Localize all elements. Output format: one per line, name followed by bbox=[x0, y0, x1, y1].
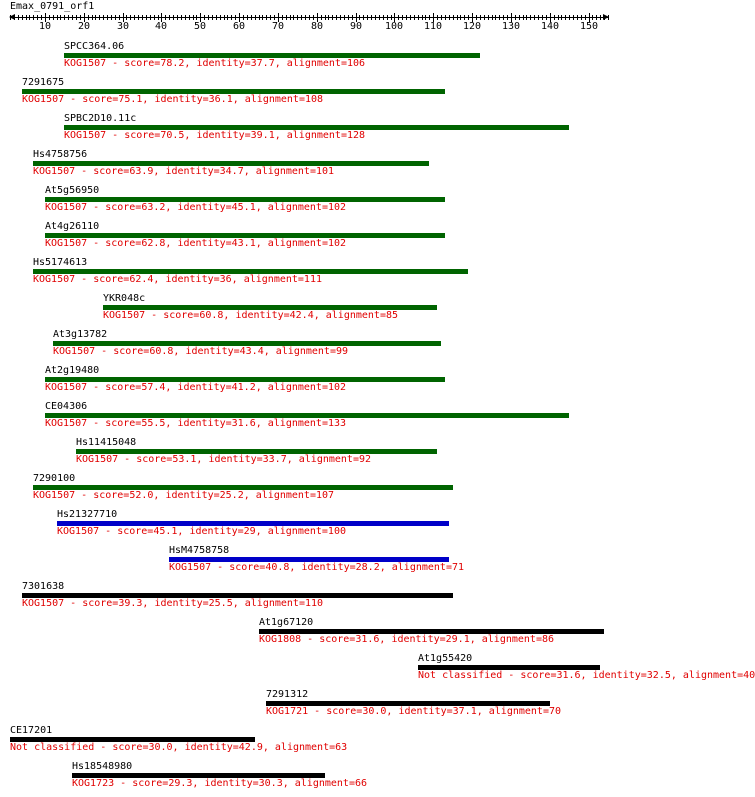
axis-minor-tick bbox=[600, 15, 601, 20]
axis-minor-tick bbox=[379, 15, 380, 20]
axis-minor-tick bbox=[414, 15, 415, 20]
axis-minor-tick bbox=[503, 15, 504, 20]
axis-minor-tick bbox=[22, 15, 23, 20]
axis-minor-tick bbox=[99, 15, 100, 20]
axis-minor-tick bbox=[266, 15, 267, 20]
axis-minor-tick bbox=[488, 15, 489, 20]
hit-name: At5g56950 bbox=[45, 185, 100, 196]
axis-tick-label: 150 bbox=[579, 21, 599, 32]
hit-description: KOG1507 - score=60.8, identity=42.4, alignment=85 bbox=[103, 310, 399, 321]
hit-name: SPBC2D10.11c bbox=[64, 113, 137, 124]
axis-minor-tick bbox=[464, 15, 465, 20]
axis-minor-tick bbox=[103, 15, 104, 20]
hit-name: Hs18548980 bbox=[72, 761, 133, 772]
axis-minor-tick bbox=[309, 15, 310, 20]
axis-minor-tick bbox=[301, 15, 302, 20]
hit-description: KOG1507 - score=63.2, identity=45.1, alignment=102 bbox=[45, 202, 347, 213]
axis-minor-tick bbox=[453, 15, 454, 20]
axis-minor-tick bbox=[293, 15, 294, 20]
axis-minor-tick bbox=[375, 15, 376, 20]
axis-minor-tick bbox=[76, 15, 77, 20]
axis-tick-label: 130 bbox=[501, 21, 521, 32]
axis-minor-tick bbox=[68, 15, 69, 20]
hit-description: KOG1507 - score=57.4, identity=41.2, alignment=102 bbox=[45, 382, 347, 393]
axis-minor-tick bbox=[538, 15, 539, 20]
axis-minor-tick bbox=[410, 15, 411, 20]
axis-minor-tick bbox=[95, 15, 96, 20]
axis-minor-tick bbox=[262, 15, 263, 20]
axis-tick-label: 110 bbox=[423, 21, 443, 32]
hit-description: KOG1507 - score=40.8, identity=28.2, alignment=71 bbox=[169, 562, 465, 573]
right-arrow-icon bbox=[603, 14, 609, 20]
axis-minor-tick bbox=[581, 15, 582, 20]
axis-minor-tick bbox=[437, 15, 438, 20]
axis-minor-tick bbox=[325, 15, 326, 20]
axis-minor-tick bbox=[150, 15, 151, 20]
hit-description: KOG1507 - score=45.1, identity=29, alignment=100 bbox=[57, 526, 346, 537]
axis-tick-label: 120 bbox=[462, 21, 482, 32]
hit-name: HsM4758758 bbox=[169, 545, 230, 556]
axis-minor-tick bbox=[558, 15, 559, 20]
axis-minor-tick bbox=[216, 15, 217, 20]
axis-minor-tick bbox=[126, 15, 127, 20]
axis-minor-tick bbox=[480, 15, 481, 20]
axis-minor-tick bbox=[507, 15, 508, 20]
hit-name: Hs11415048 bbox=[76, 437, 137, 448]
axis-minor-tick bbox=[169, 15, 170, 20]
axis-tick-label: 140 bbox=[540, 21, 560, 32]
axis-minor-tick bbox=[577, 15, 578, 20]
axis-minor-tick bbox=[561, 15, 562, 20]
axis-minor-tick bbox=[111, 15, 112, 20]
hit-description: KOG1723 - score=29.3, identity=30.3, alignment=66 bbox=[72, 778, 368, 789]
axis-minor-tick bbox=[29, 15, 30, 20]
axis-minor-tick bbox=[340, 15, 341, 20]
axis-minor-tick bbox=[530, 15, 531, 20]
axis-minor-tick bbox=[41, 15, 42, 20]
hit-name: 7291675 bbox=[22, 77, 65, 88]
axis-minor-tick bbox=[449, 15, 450, 20]
axis-minor-tick bbox=[57, 15, 58, 20]
axis-minor-tick bbox=[313, 15, 314, 20]
axis-minor-tick bbox=[585, 15, 586, 20]
axis-minor-tick bbox=[251, 15, 252, 20]
hit-description: KOG1507 - score=62.4, identity=36, alignment=111 bbox=[33, 274, 322, 285]
axis-minor-tick bbox=[383, 15, 384, 20]
axis-minor-tick bbox=[64, 15, 65, 20]
axis-minor-tick bbox=[596, 15, 597, 20]
axis-minor-tick bbox=[88, 15, 89, 20]
hit-description: KOG1507 - score=60.8, identity=43.4, alignment=99 bbox=[53, 346, 349, 357]
axis-minor-tick bbox=[457, 15, 458, 20]
axis-minor-tick bbox=[546, 15, 547, 20]
axis-minor-tick bbox=[344, 15, 345, 20]
axis-minor-tick bbox=[321, 15, 322, 20]
hit-name: SPCC364.06 bbox=[64, 41, 125, 52]
axis-minor-tick bbox=[235, 15, 236, 20]
axis-minor-tick bbox=[569, 15, 570, 20]
axis-minor-tick bbox=[406, 15, 407, 20]
axis-tick-label: 10 bbox=[38, 21, 52, 32]
hit-description: KOG1721 - score=30.0, identity=37.1, alignment=70 bbox=[266, 706, 562, 717]
axis-minor-tick bbox=[348, 15, 349, 20]
axis-minor-tick bbox=[158, 15, 159, 20]
hit-name: YKR048c bbox=[103, 293, 146, 304]
axis-minor-tick bbox=[37, 15, 38, 20]
axis-minor-tick bbox=[305, 15, 306, 20]
axis-minor-tick bbox=[119, 15, 120, 20]
axis-minor-tick bbox=[165, 15, 166, 20]
axis-minor-tick bbox=[146, 15, 147, 20]
hit-name: 7291312 bbox=[266, 689, 309, 700]
hit-description: KOG1507 - score=52.0, identity=25.2, alignment=107 bbox=[33, 490, 335, 501]
axis-minor-tick bbox=[227, 15, 228, 20]
axis-minor-tick bbox=[425, 15, 426, 20]
axis-minor-tick bbox=[565, 15, 566, 20]
hit-description: KOG1507 - score=70.5, identity=39.1, alignment=128 bbox=[64, 130, 366, 141]
axis-minor-tick bbox=[460, 15, 461, 20]
axis-minor-tick bbox=[282, 15, 283, 20]
axis-minor-tick bbox=[519, 15, 520, 20]
axis-minor-tick bbox=[515, 15, 516, 20]
axis-minor-tick bbox=[526, 15, 527, 20]
axis-minor-tick bbox=[554, 15, 555, 20]
hit-description: KOG1507 - score=63.9, identity=34.7, alignment=101 bbox=[33, 166, 335, 177]
axis-tick-label: 30 bbox=[116, 21, 130, 32]
axis-minor-tick bbox=[297, 15, 298, 20]
axis-minor-tick bbox=[115, 15, 116, 20]
hit-name: Hs21327710 bbox=[57, 509, 118, 520]
hit-name: Hs4758756 bbox=[33, 149, 88, 160]
axis-minor-tick bbox=[499, 15, 500, 20]
axis-minor-tick bbox=[274, 15, 275, 20]
axis-minor-tick bbox=[495, 15, 496, 20]
axis-minor-tick bbox=[468, 15, 469, 20]
hit-name: CE04306 bbox=[45, 401, 88, 412]
axis-minor-tick bbox=[445, 15, 446, 20]
axis-minor-tick bbox=[332, 15, 333, 20]
hit-description: Not classified - score=31.6, identity=32.5, alignment=40 bbox=[418, 670, 755, 681]
axis-tick-label: 90 bbox=[349, 21, 363, 32]
left-arrow-icon bbox=[9, 14, 15, 20]
hit-name: At3g13782 bbox=[53, 329, 108, 340]
axis-minor-tick bbox=[387, 15, 388, 20]
axis-minor-tick bbox=[60, 15, 61, 20]
axis-minor-tick bbox=[130, 15, 131, 20]
hit-name: At4g26110 bbox=[45, 221, 100, 232]
axis-tick-label: 100 bbox=[384, 21, 404, 32]
axis-tick-label: 70 bbox=[271, 21, 285, 32]
axis-minor-tick bbox=[18, 15, 19, 20]
hit-name: At1g67120 bbox=[259, 617, 314, 628]
hit-name: At1g55420 bbox=[418, 653, 473, 664]
axis-minor-tick bbox=[367, 15, 368, 20]
axis-minor-tick bbox=[328, 15, 329, 20]
axis-minor-tick bbox=[270, 15, 271, 20]
axis-minor-tick bbox=[259, 15, 260, 20]
axis-minor-tick bbox=[154, 15, 155, 20]
axis-minor-tick bbox=[49, 15, 50, 20]
axis-minor-tick bbox=[290, 15, 291, 20]
axis-tick-label: 80 bbox=[310, 21, 324, 32]
axis-minor-tick bbox=[534, 15, 535, 20]
axis-minor-tick bbox=[181, 15, 182, 20]
axis-minor-tick bbox=[204, 15, 205, 20]
axis-minor-tick bbox=[422, 15, 423, 20]
axis-minor-tick bbox=[196, 15, 197, 20]
axis-minor-tick bbox=[418, 15, 419, 20]
hit-name: 7290100 bbox=[33, 473, 76, 484]
axis-minor-tick bbox=[391, 15, 392, 20]
axis-tick-label: 20 bbox=[77, 21, 91, 32]
axis-minor-tick bbox=[243, 15, 244, 20]
axis-minor-tick bbox=[177, 15, 178, 20]
axis-minor-tick bbox=[208, 15, 209, 20]
axis-minor-tick bbox=[286, 15, 287, 20]
hit-description: KOG1507 - score=39.3, identity=25.5, alignment=110 bbox=[22, 598, 324, 609]
axis-minor-tick bbox=[573, 15, 574, 20]
hit-name: CE17201 bbox=[10, 725, 53, 736]
axis-minor-tick bbox=[363, 15, 364, 20]
axis-minor-tick bbox=[476, 15, 477, 20]
axis-tick-label: 50 bbox=[193, 21, 207, 32]
axis-minor-tick bbox=[80, 15, 81, 20]
hit-description: Not classified - score=30.0, identity=42.9, alignment=63 bbox=[10, 742, 348, 753]
sequence-title: Emax_0791_orf1 bbox=[10, 1, 95, 12]
axis-minor-tick bbox=[359, 15, 360, 20]
axis-minor-tick bbox=[231, 15, 232, 20]
axis-minor-tick bbox=[224, 15, 225, 20]
axis-minor-tick bbox=[523, 15, 524, 20]
axis-minor-tick bbox=[107, 15, 108, 20]
axis-minor-tick bbox=[402, 15, 403, 20]
hit-description: KOG1808 - score=31.6, identity=29.1, alignment=86 bbox=[259, 634, 555, 645]
axis-minor-tick bbox=[398, 15, 399, 20]
axis-minor-tick bbox=[371, 15, 372, 20]
axis-minor-tick bbox=[193, 15, 194, 20]
hit-description: KOG1507 - score=55.5, identity=31.6, alignment=133 bbox=[45, 418, 347, 429]
axis-minor-tick bbox=[134, 15, 135, 20]
axis-minor-tick bbox=[429, 15, 430, 20]
axis-minor-tick bbox=[441, 15, 442, 20]
axis-minor-tick bbox=[26, 15, 27, 20]
axis-tick-label: 60 bbox=[232, 21, 246, 32]
hit-description: KOG1507 - score=53.1, identity=33.7, alignment=92 bbox=[76, 454, 372, 465]
axis-minor-tick bbox=[33, 15, 34, 20]
axis-minor-tick bbox=[173, 15, 174, 20]
axis-minor-tick bbox=[492, 15, 493, 20]
axis-minor-tick bbox=[189, 15, 190, 20]
axis-minor-tick bbox=[212, 15, 213, 20]
axis-minor-tick bbox=[247, 15, 248, 20]
axis-minor-tick bbox=[72, 15, 73, 20]
axis-minor-tick bbox=[352, 15, 353, 20]
hit-name: At2g19480 bbox=[45, 365, 100, 376]
axis-minor-tick bbox=[592, 15, 593, 20]
axis-minor-tick bbox=[484, 15, 485, 20]
hit-description: KOG1507 - score=75.1, identity=36.1, alignment=108 bbox=[22, 94, 324, 105]
axis-minor-tick bbox=[142, 15, 143, 20]
hit-description: KOG1507 - score=62.8, identity=43.1, alignment=102 bbox=[45, 238, 347, 249]
hit-description: KOG1507 - score=78.2, identity=37.7, alignment=106 bbox=[64, 58, 366, 69]
axis-tick-label: 40 bbox=[154, 21, 168, 32]
axis-minor-tick bbox=[542, 15, 543, 20]
hit-name: Hs5174613 bbox=[33, 257, 88, 268]
axis-minor-tick bbox=[53, 15, 54, 20]
axis-minor-tick bbox=[92, 15, 93, 20]
axis-minor-tick bbox=[336, 15, 337, 20]
axis-minor-tick bbox=[138, 15, 139, 20]
axis-minor-tick bbox=[255, 15, 256, 20]
axis-minor-tick bbox=[185, 15, 186, 20]
axis-minor-tick bbox=[220, 15, 221, 20]
hit-name: 7301638 bbox=[22, 581, 65, 592]
